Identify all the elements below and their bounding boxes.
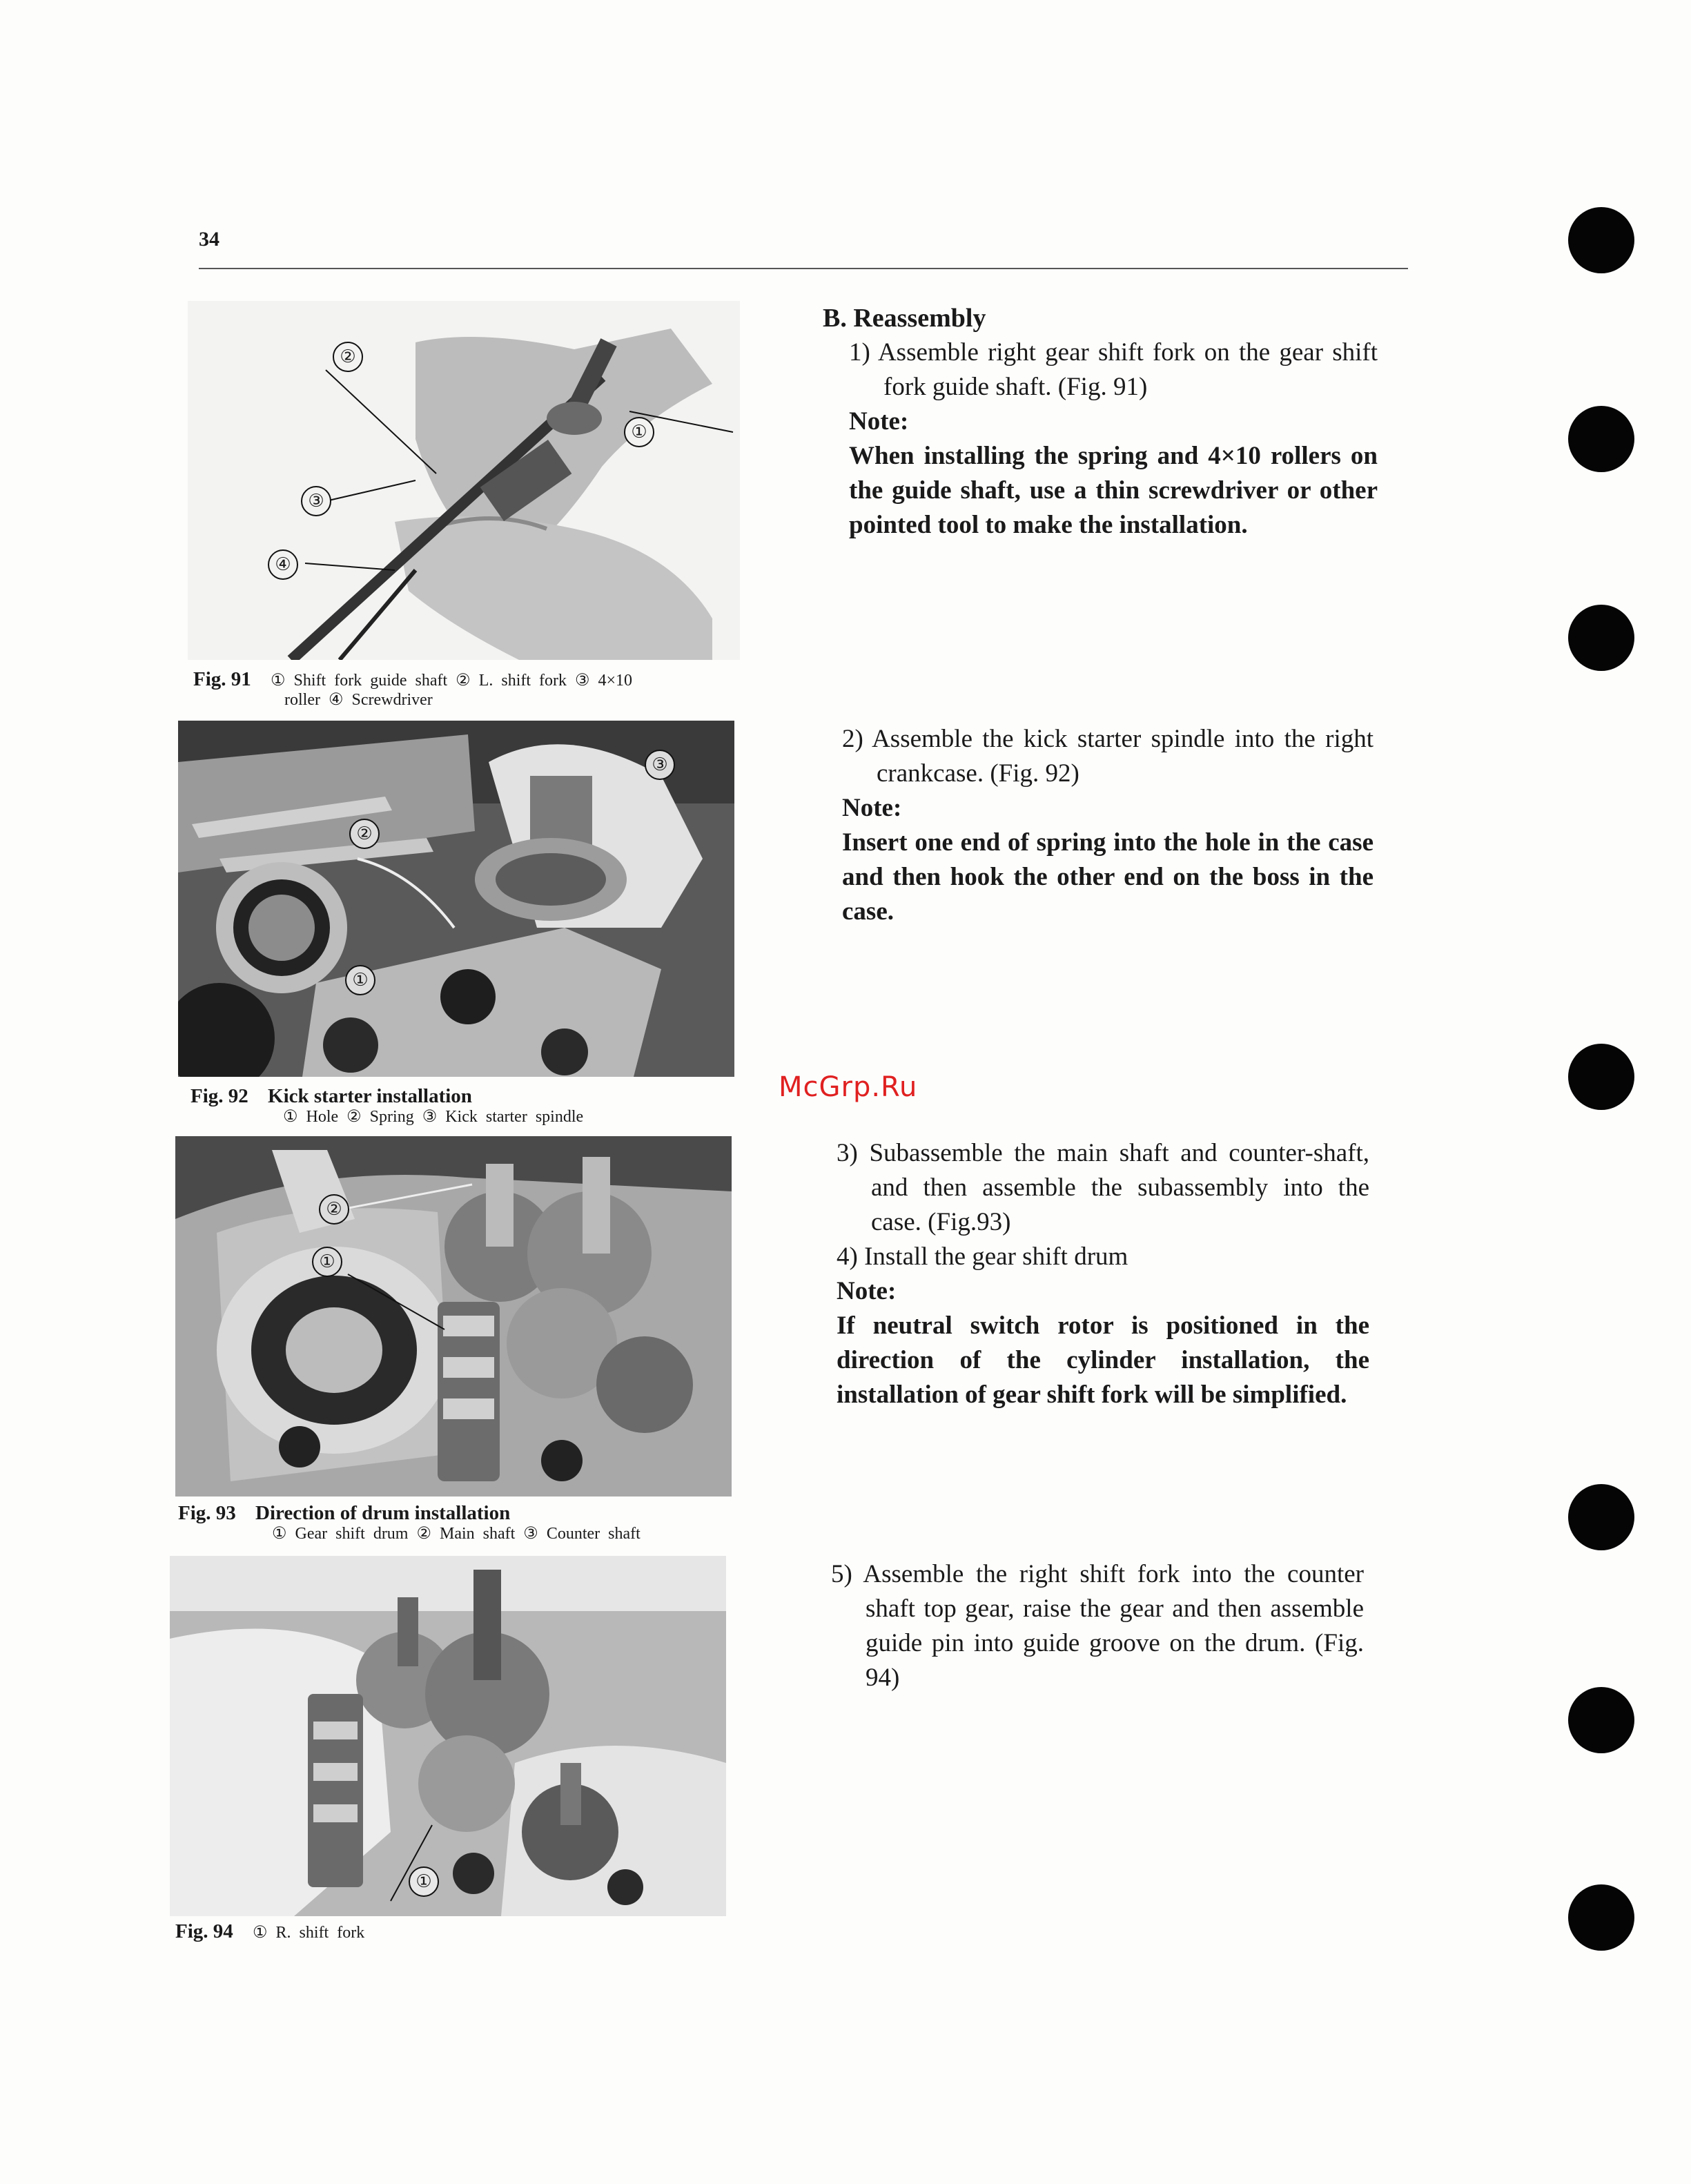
binder-hole: [1568, 1484, 1634, 1550]
page-number: 34: [199, 228, 219, 251]
fig91-callout-3: ③: [301, 486, 331, 516]
step-2-text: 2) Assemble the kick starter spindle into the right crankcase. (Fig. 92): [842, 725, 1374, 788]
fig92-items: ① Hole ② Spring ③ Kick starter spindle: [283, 1108, 584, 1127]
fig94-callout-1: ①: [409, 1866, 439, 1897]
fig92-title: Kick starter installation: [268, 1085, 472, 1107]
step-1-block: [849, 335, 1378, 543]
step-5-block: [831, 1557, 1364, 1695]
header-rule: [199, 268, 1408, 269]
step-3-block: [837, 1136, 1369, 1412]
fig91-items-line2: roller ④ Screwdriver: [284, 691, 433, 710]
step-5-text: 5) Assemble the right shift fork into the counter shaft top gear, raise the gear and then assemble guide pin into guide groove on the drum. (Fig. 94): [831, 1560, 1364, 1692]
step-2-block: [842, 722, 1374, 929]
step-1-note-label: Note:: [849, 407, 909, 436]
binder-hole: [1568, 1687, 1634, 1753]
binder-hole: [1568, 406, 1634, 472]
watermark: McGrp.Ru: [779, 1071, 918, 1103]
fig92-caption: [190, 1085, 743, 1127]
fig93-photo: [175, 1136, 732, 1496]
fig93-callout-1: ①: [312, 1247, 342, 1277]
fig93-label: Fig. 93: [178, 1502, 236, 1524]
fig91-photo: [188, 301, 740, 660]
fig91-callout-2: ②: [333, 342, 363, 372]
step-2-note: Insert one end of spring into the hole in the case and then hook the other end on the boss in the case.: [842, 828, 1374, 926]
fig92-callout-1: ①: [345, 965, 375, 995]
step-4-text: 4) Install the gear shift drum: [837, 1242, 1128, 1271]
section-heading: B. Reassembly: [823, 304, 986, 333]
fig92-label: Fig. 92: [190, 1085, 248, 1107]
binder-hole: [1568, 605, 1634, 671]
fig93-items: ① Gear shift drum ② Main shaft ③ Counter shaft: [272, 1525, 641, 1543]
fig93-caption: [178, 1502, 744, 1544]
step-3-text: 3) Subassemble the main shaft and counter-shaft, and then assemble the subassembly into the case. (Fig.93): [837, 1139, 1369, 1236]
fig91-label: Fig. 91: [193, 668, 251, 690]
step-2-note-label: Note:: [842, 794, 902, 822]
step-3-note: If neutral switch rotor is positioned in the direction of the cylinder installation, the installation of gear shift fork will be simplified.: [837, 1312, 1369, 1409]
binder-hole: [1568, 1044, 1634, 1110]
fig91-callout-4: ④: [268, 549, 298, 580]
fig91-callout-1: ①: [624, 417, 654, 447]
fig92-callout-2: ②: [349, 819, 380, 849]
fig94-label: Fig. 94: [175, 1920, 233, 1942]
binder-hole: [1568, 207, 1634, 273]
fig93-callout-2: ②: [319, 1194, 349, 1225]
fig94-caption: [175, 1920, 727, 1943]
step-3-note-label: Note:: [837, 1277, 897, 1305]
step-1-text: 1) Assemble right gear shift fork on the gear shift fork guide shaft. (Fig. 91): [849, 338, 1378, 401]
fig92-callout-3: ③: [645, 750, 675, 780]
fig94-photo: [170, 1556, 726, 1916]
fig93-title: Direction of drum installation: [255, 1502, 511, 1524]
binder-hole: [1568, 1884, 1634, 1951]
fig94-items: ① R. shift fork: [253, 1924, 365, 1942]
fig91-caption: [193, 668, 759, 710]
fig91-items: ① Shift fork guide shaft ② L. shift fork ③ 4×10: [271, 672, 633, 690]
step-1-note: When installing the spring and 4×10 rollers on the guide shaft, use a thin screwdriver or other pointed tool to make the installation.: [849, 442, 1378, 539]
